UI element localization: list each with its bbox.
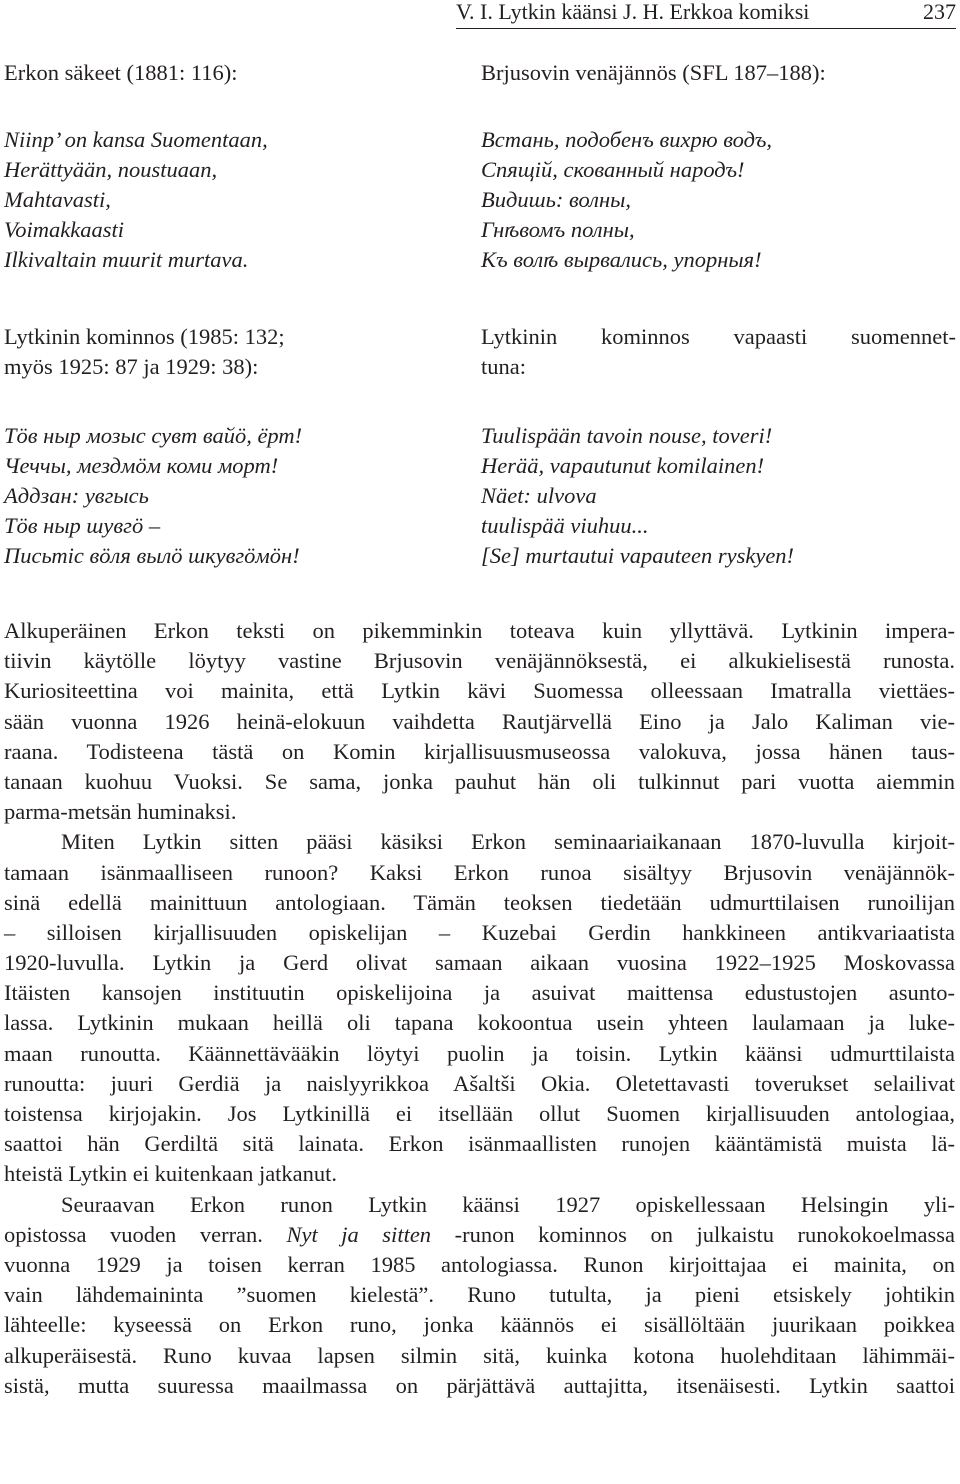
left-poem-komi bbox=[4, 421, 434, 571]
poem-line: Тӧв ныр шувгӧ – bbox=[4, 513, 161, 538]
text-line: parma-metsän huminaksi. bbox=[4, 799, 237, 825]
text-run: opistossa vuoden verran. bbox=[4, 1221, 263, 1247]
text-line: Kuriositeettina voi mainita, että Lytkin kävi Suomessa olleessaan Imatralla viettäes- bbox=[4, 678, 955, 704]
body-text bbox=[4, 616, 955, 1401]
left-heading-2: Lytkinin kominnos (1985: 132; myös 1925: 87 ja 1929: 38): bbox=[4, 324, 285, 379]
paragraph-1 bbox=[4, 616, 955, 827]
poem-line: Спящiй, скованный народъ! bbox=[481, 157, 745, 182]
text-line: sistä, mutta suuressa maailmassa on pärjättävä auttajitta, itsenäisesti. Lytkin saattoi bbox=[4, 1372, 955, 1398]
poem-line: Niinp’ on kansa Suomentaan, bbox=[4, 127, 268, 152]
text-line: saattoi hän Gerdiltä sitä lainata. Erkon isänmaallisten runojen kääntämistä muista lä- bbox=[4, 1131, 955, 1157]
left-heading-1: Erkon säkeet (1881: 116): bbox=[4, 60, 238, 85]
text-line: sään vuonna 1926 heinä-elokuun vaihdetta Rautjärvellä Eino ja Jalo Kaliman vie- bbox=[4, 708, 955, 734]
text-line: raana. Todisteena tästä on Komin kirjallisuusmuseossa valokuva, jossa hänen taus- bbox=[4, 738, 955, 764]
text-line: maan runoutta. Käännettävääkin löytyi puolin ja toisin. Lytkin käänsi udmurttilaista bbox=[4, 1040, 955, 1066]
poem-title: Nyt ja sitten bbox=[286, 1221, 432, 1247]
right-heading-2: Lytkinin kominnos vapaasti suomennet- tuna: bbox=[481, 324, 956, 379]
paragraph-2 bbox=[4, 827, 955, 1189]
text-line: – silloisen kirjallisuuden opiskelijan – Kuzebai Gerdin hankkineen antikvariaatista bbox=[4, 919, 955, 945]
poem-line: Письтiс вӧля вылӧ шкувгӧмӧн! bbox=[4, 543, 300, 568]
poem-line: Видишь: волны, bbox=[481, 187, 631, 212]
text-line: Seuraavan Erkon runon Lytkin käänsi 1927 opiskellessaan Helsingin yli- bbox=[61, 1191, 955, 1217]
text-line: tanaan kuohuu Vuoksi. Se sama, jonka pauhut hän oli tulkinnut pari vuotta aiemmin bbox=[4, 768, 955, 794]
poem-line: Tuulispään tavoin nouse, toveri! bbox=[481, 423, 773, 448]
right-heading-1: Brjusovin venäjännös (SFL 187–188): bbox=[481, 60, 826, 85]
running-header bbox=[456, 0, 956, 29]
left-poem-finnish bbox=[4, 125, 434, 275]
text-line: hteistä Lytkin ei kuitenkaan jatkanut. bbox=[4, 1161, 338, 1187]
poem-line: Voimakkaasti bbox=[4, 217, 124, 242]
text-line: Miten Lytkin sitten pääsi käsiksi Erkon seminaariaikanaan 1870-luvulla kirjoit- bbox=[61, 829, 955, 855]
paragraph-3 bbox=[4, 1190, 955, 1401]
text-line: 1920-luvulla. Lytkin ja Gerd olivat samaan aikaan vuosina 1922–1925 Moskovassa bbox=[4, 950, 955, 976]
poem-line: Тӧв ныр мозыс сувт вайӧ, ёрт! bbox=[4, 423, 303, 448]
text-line: toistensa kirjojakin. Jos Lytkinillä ei itsellään ollut Suomen kirjallisuuden antologiaa, bbox=[4, 1101, 955, 1126]
text-line: runoutta: juuri Gerdiä ja naislyyrikkoa Ašaltši Okia. Oletettavasti toverukset selailivat bbox=[4, 1070, 955, 1096]
text-run: -runon kominnos on julkaistu runokokoelmassa bbox=[454, 1221, 955, 1247]
poem-line: [Se] murtautui vapauteen ryskyen! bbox=[481, 543, 795, 568]
poem-line: Näet: ulvova bbox=[481, 483, 597, 508]
poem-line: Mahtavasti, bbox=[4, 187, 111, 212]
text-line: sinä edellä mainittuun antologiaan. Tämän teoksen tiedetään udmurttilaisen runoilijan bbox=[4, 889, 955, 915]
poem-line: Herää, vapautunut komilainen! bbox=[481, 453, 765, 478]
poem-line: Къ волѣ вырвались, упорныя! bbox=[481, 247, 762, 272]
poem-line: Аддзан: увгысь bbox=[4, 483, 149, 508]
poem-line: Чеччы, мездмӧм коми морт! bbox=[4, 453, 279, 478]
poem-line: Гнѣвомъ полны, bbox=[481, 217, 635, 242]
text-line: Itäisten kansojen instituutin opiskelijoina ja asuivat maittensa edustustojen asunto- bbox=[4, 980, 955, 1006]
poem-line: tuulispää viuhuu... bbox=[481, 513, 649, 538]
text-line: Alkuperäinen Erkon teksti on pikemminkin toteava kuin yllyttävä. Lytkinin impera- bbox=[4, 618, 955, 643]
poem-line: Встань, подобенъ вихрю водъ, bbox=[481, 127, 773, 152]
poem-line: Herättyään, noustuaan, bbox=[4, 157, 218, 182]
text-line: vain lähdemaininta ”suomen kielestä”. Runo tutulta, ja pieni etsiskely johtikin bbox=[4, 1282, 955, 1308]
text-line: tamaan isänmaalliseen runoon? Kaksi Erkon runoa sisältyy Brjusovin venäjännök- bbox=[4, 859, 955, 885]
right-poem-russian bbox=[481, 125, 956, 275]
running-title: V. I. Lytkin käänsi J. H. Erkkoa komiksi bbox=[456, 0, 810, 24]
page-number: 237 bbox=[923, 0, 956, 24]
text-line: tiivin käytölle löytyy vastine Brjusovin venäjännöksestä, ei alkukielisestä runosta. bbox=[4, 648, 955, 674]
text-line bbox=[4, 1220, 955, 1250]
right-poem-translation bbox=[481, 421, 956, 571]
text-line: alkuperäisestä. Runo kuvaa lapsen silmin sitä, kuinka kotona huolehditaan lähimmäi- bbox=[4, 1342, 955, 1368]
text-line: lassa. Lytkinin mukaan heillä oli tapana kokoontua usein yhteen laulamaan ja luke- bbox=[4, 1010, 955, 1036]
poem-line: Ilkivaltain muurit murtava. bbox=[4, 247, 249, 272]
text-line: lähteelle: kyseessä on Erkon runo, jonka käännös ei sisällöltään juurikaan poikkea bbox=[4, 1312, 955, 1338]
text-line: vuonna 1929 ja toisen kerran 1985 antologiassa. Runon kirjoittajaa ei mainita, on bbox=[4, 1251, 955, 1277]
